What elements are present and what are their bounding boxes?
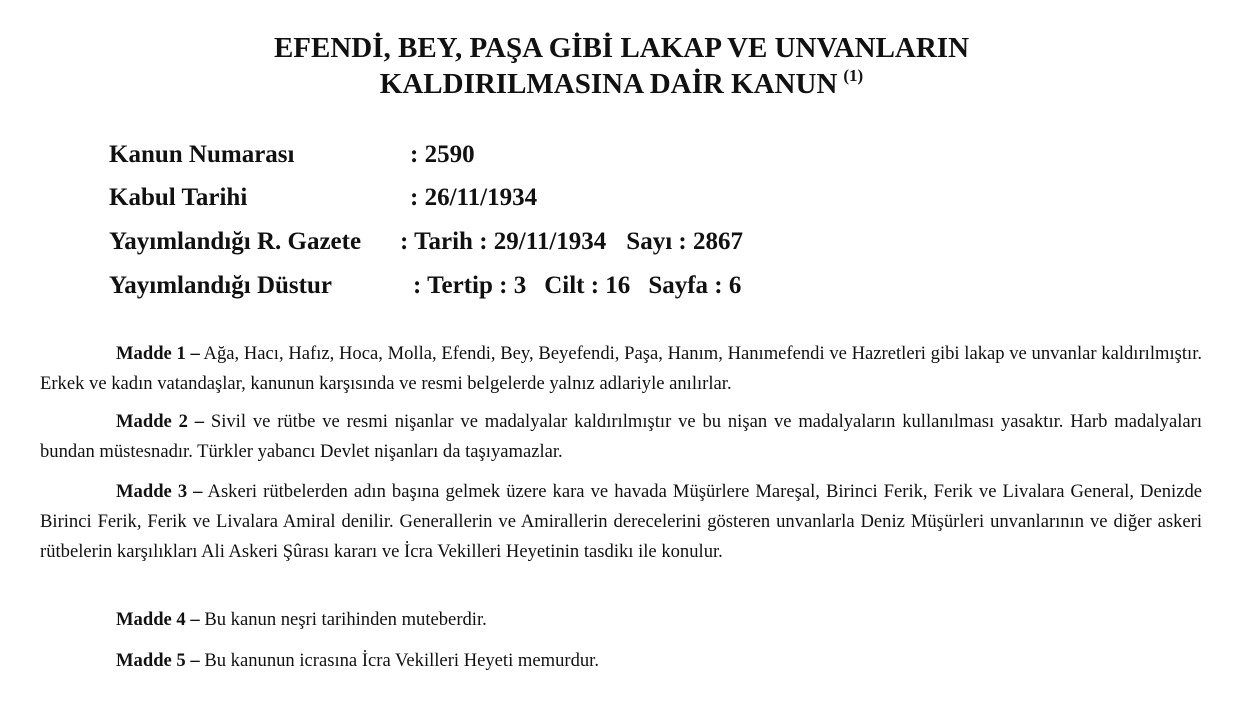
footnote-marker[interactable]: (1) — [843, 66, 864, 85]
gazete-tarih: : Tarih : 29/11/1934 — [400, 228, 607, 255]
kabul-tarihi-value: : 26/11/1934 — [410, 184, 538, 211]
meta-row-resmi-gazete — [0, 224, 1247, 260]
resmi-gazete-value — [400, 224, 743, 260]
meta-row-dustur — [0, 268, 1247, 304]
dustur-sayfa: Sayfa : 6 — [648, 272, 742, 299]
kanun-numarasi-label: Kanun Numarası — [109, 141, 295, 168]
article-2 — [40, 407, 1202, 467]
kabul-tarihi-label: Kabul Tarihi — [109, 184, 248, 211]
dustur-value — [413, 268, 741, 304]
article-2-heading: Madde 2 – — [116, 411, 205, 432]
article-4-text: Bu kanun neşri tarihinden muteberdir. — [204, 609, 487, 630]
gazete-sayi: Sayı : 2867 — [626, 228, 743, 255]
dustur-cilt: Cilt : 16 — [544, 272, 631, 299]
article-1 — [40, 339, 1202, 399]
article-4 — [40, 605, 1202, 635]
document-title-line-1 — [0, 30, 1245, 66]
article-2-text: Sivil ve rütbe ve resmi nişanlar ve madalyalar kaldırılmıştır ve bu nişan ve madalyaların kullanılması yasaktır. Harb madalyaları bundan müstesnadır. Türkler yabancı Devlet nişanları da taşıyamazlar. — [40, 411, 1202, 462]
article-5 — [40, 646, 1202, 676]
article-5-text: Bu kanunun icrasına İcra Vekilleri Heyeti memurdur. — [204, 650, 599, 671]
document-title-line-2 — [0, 66, 1245, 106]
article-4-heading: Madde 4 – — [116, 609, 200, 630]
dustur-tertip: : Tertip : 3 — [413, 272, 527, 299]
article-5-heading: Madde 5 – — [116, 650, 200, 671]
title-line-2-text: KALDIRILMASINA DAİR KANUN — [379, 68, 838, 100]
title-line-1-text: EFENDİ, BEY, PAŞA GİBİ LAKAP VE UNVANLARIN — [273, 32, 970, 64]
article-3-heading: Madde 3 – — [116, 481, 203, 502]
article-3 — [40, 477, 1202, 567]
kanun-numarasi-value: : 2590 — [410, 141, 475, 168]
dustur-label: Yayımlandığı Düstur — [109, 272, 332, 299]
article-3-text: Askeri rütbelerden adın başına gelmek üzere kara ve havada Müşürlere Mareşal, Birinci Ferik, Ferik ve Livalara General, Denizde Birinci Ferik, Ferik ve Livalara Amiral denilir. Generallerin ve Amirallerin derecelerini gösteren unvanlarla Deniz Müşürleri unvanlarının ve diğer askeri rütbelerin karşılıkları Ali Askeri Şûrası kararı ve İcra Vekilleri Heyetinin tasdikı ile konulur. — [40, 481, 1202, 562]
resmi-gazete-label: Yayımlandığı R. Gazete — [109, 228, 362, 255]
meta-row-kabul-tarihi — [0, 180, 1247, 216]
article-1-heading: Madde 1 – — [116, 343, 200, 364]
meta-row-kanun-numarasi — [0, 137, 1247, 173]
article-1-text: Ağa, Hacı, Hafız, Hoca, Molla, Efendi, Bey, Beyefendi, Paşa, Hanım, Hanımefendi ve Hazretleri gibi lakap ve unvanlar kaldırılmıştır. Erkek ve kadın vatandaşlar, kanunun karşısında ve resmi belgelerde yalnız adlariyle anılırlar. — [40, 343, 1203, 394]
